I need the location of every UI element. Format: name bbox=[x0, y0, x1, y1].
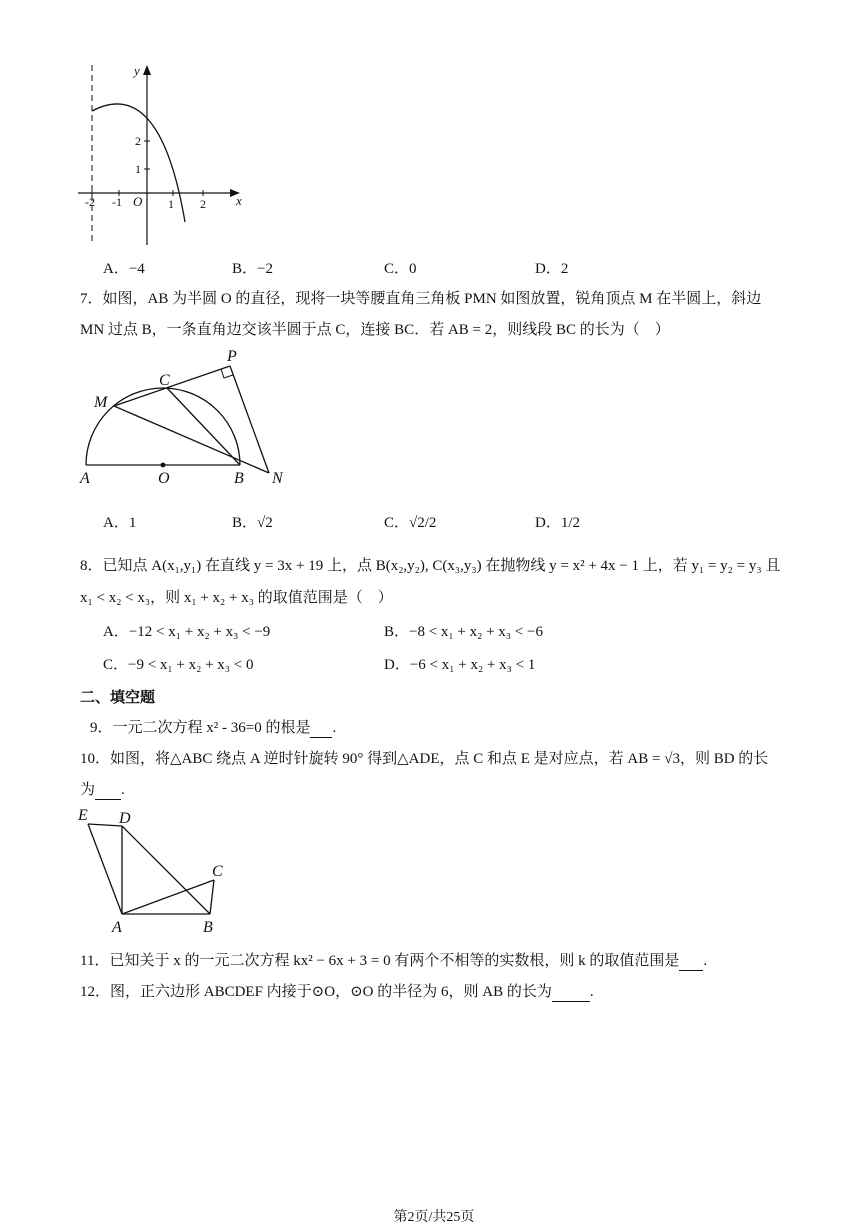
q12-answer-blank[interactable] bbox=[552, 984, 590, 1002]
section-title: 二、填空题 bbox=[80, 688, 156, 706]
q11-text: 11．已知关于 x 的一元二次方程 kx² − 6x + 3 = 0 有两个不相等的实数根，则 k 的取值范围是 bbox=[80, 953, 680, 969]
q6-option-a[interactable]: A．−4 bbox=[103, 261, 145, 277]
q6-option-d[interactable]: D．2 bbox=[535, 261, 569, 277]
q6-tick-y: 1 bbox=[135, 162, 141, 176]
q8-option-d[interactable]: D．−6 < x₁ + x₂ + x₃ < 1 bbox=[384, 657, 536, 673]
q7-point-o: O bbox=[158, 470, 170, 487]
q12-end: . bbox=[589, 984, 594, 1000]
q10-point-b: B bbox=[203, 919, 213, 936]
q8-option-a[interactable]: A．−12 < x₁ + x₂ + x₃ < −9 bbox=[103, 624, 271, 640]
q7-point-b: B bbox=[234, 470, 244, 487]
q10-answer-blank[interactable] bbox=[95, 782, 121, 800]
q6-axis-y: y bbox=[134, 63, 140, 78]
q11-end: . bbox=[703, 953, 708, 969]
q7-option-b[interactable]: B．√2 bbox=[232, 515, 273, 531]
q12-stem bbox=[80, 980, 594, 1002]
q9-answer-blank[interactable] bbox=[310, 720, 332, 738]
q10-point-a: A bbox=[112, 919, 122, 936]
q10-stem-line2 bbox=[80, 778, 125, 800]
q7-stem-line1: 7．如图，AB 为半圆 O 的直径，现将一块等腰直角三角板 PMN 如图放置，锐角顶点 M 在半圆上，斜边 bbox=[80, 291, 762, 307]
q10-figure bbox=[72, 802, 242, 937]
q10-point-c: C bbox=[212, 863, 223, 880]
q6-axis-x: x bbox=[236, 193, 242, 208]
q7-option-c[interactable]: C．√2/2 bbox=[384, 515, 437, 531]
q9-text: 9．一元二次方程 x² - 36=0 的根是 bbox=[90, 720, 311, 736]
q7-option-a[interactable]: A．1 bbox=[103, 515, 137, 531]
q7-point-m: M bbox=[94, 394, 108, 411]
q7-point-c: C bbox=[159, 372, 170, 389]
q6-tick-y: 2 bbox=[135, 134, 141, 148]
q6-graph bbox=[70, 55, 260, 255]
q7-point-n: N bbox=[272, 470, 283, 487]
q10-end: . bbox=[121, 782, 125, 798]
q10-point-e: E bbox=[78, 807, 88, 824]
q11-stem bbox=[80, 949, 707, 971]
q7-point-p: P bbox=[227, 348, 237, 365]
q9-end: . bbox=[332, 720, 337, 736]
q10-point-d: D bbox=[119, 810, 131, 827]
q7-figure bbox=[72, 343, 302, 493]
q12-text: 12．图，正六边形 ABCDEF 内接于⊙O，⊙O 的半径为 6，则 AB 的长为 bbox=[80, 984, 552, 1000]
q8-option-b[interactable]: B．−8 < x₁ + x₂ + x₃ < −6 bbox=[384, 624, 543, 640]
q8-option-c[interactable]: C．−9 < x₁ + x₂ + x₃ < 0 bbox=[103, 657, 254, 673]
page-footer: 第2页/共25页 bbox=[393, 1210, 475, 1225]
q8-stem-line1: 8．已知点 A(x₁,y₁) 在直线 y = 3x + 19 上，点 B(x₂,y₂), C(x₃,y₃) 在抛物线 y = x² + 4x − 1 上，若 y₁ = y₂ = y₃ 且 bbox=[80, 558, 781, 574]
q10-line2-text: 为 bbox=[80, 782, 96, 798]
q6-tick-x: -2 bbox=[85, 195, 95, 209]
q7-point-a: A bbox=[80, 470, 90, 487]
q11-answer-blank[interactable] bbox=[679, 953, 703, 971]
q6-option-b[interactable]: B．−2 bbox=[232, 261, 273, 277]
q6-option-c[interactable]: C．0 bbox=[384, 261, 417, 277]
q6-tick-x: -1 bbox=[112, 195, 122, 209]
q9-stem bbox=[90, 716, 336, 738]
q6-origin: O bbox=[133, 194, 143, 209]
q7-stem-line2: MN 过点 B，一条直角边交该半圆于点 C，连接 BC．若 AB = 2，则线段 BC 的长为（ ） bbox=[80, 322, 670, 338]
q6-tick-x: 1 bbox=[168, 197, 174, 211]
q8-stem-line2: x₁ < x₂ < x₃，则 x₁ + x₂ + x₃ 的取值范围是（ ） bbox=[80, 590, 393, 606]
q10-stem-line1: 10．如图，将△ABC 绕点 A 逆时针旋转 90° 得到△ADE，点 C 和点 E 是对应点，若 AB = √3，则 BD 的长 bbox=[80, 751, 769, 767]
q6-tick-x: 2 bbox=[200, 197, 206, 211]
q7-option-d[interactable]: D．1/2 bbox=[535, 515, 581, 531]
